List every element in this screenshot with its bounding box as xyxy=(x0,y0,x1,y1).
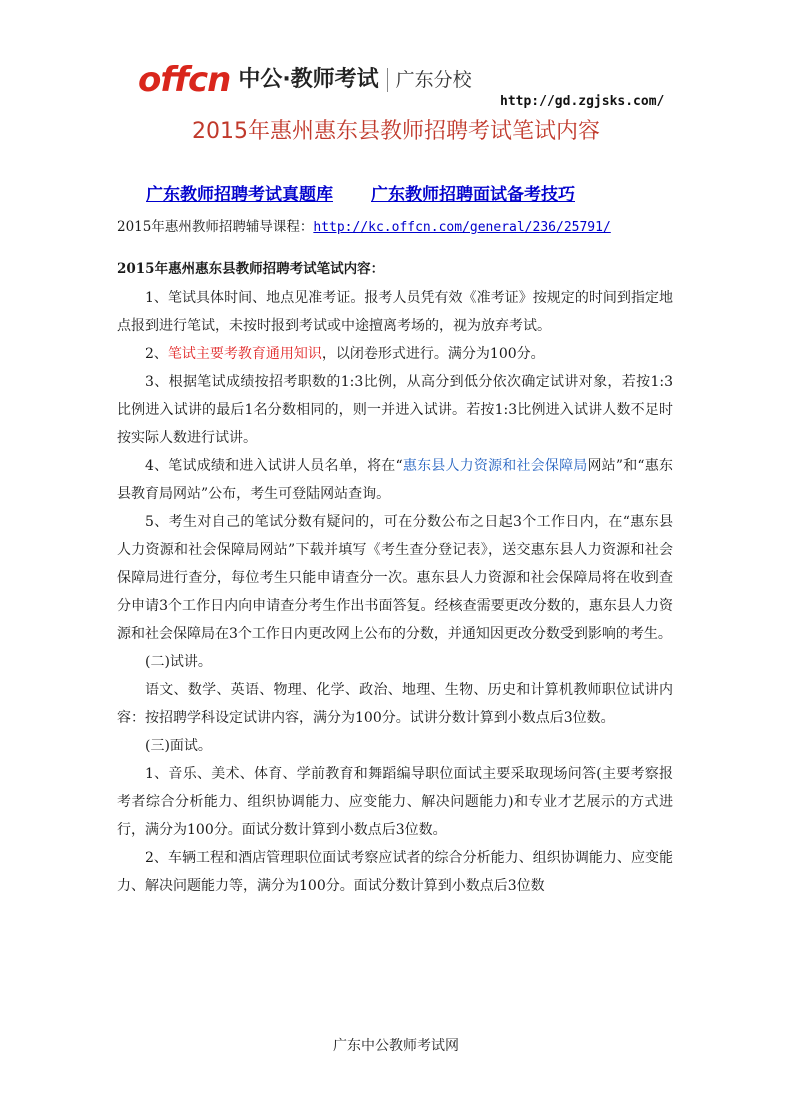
paragraph-4-prefix: 4、笔试成绩和进入试讲人员名单，将在“ xyxy=(145,458,403,474)
paragraph-1: 1、笔试具体时间、地点见准考证。报考人员凭有效《准考证》按规定的时间到指定地点报到进行笔试，未按时报到考试或中途擅离考场的，视为放弃考试。 xyxy=(117,290,673,334)
logo-chinese-name: 中公·教师考试 xyxy=(238,67,379,92)
page-title: 2015年惠州惠东县教师招聘考试笔试内容 xyxy=(192,119,600,144)
exam-bank-link[interactable]: 广东教师招聘考试真题库 xyxy=(146,185,333,205)
course-line xyxy=(117,217,611,238)
page-footer: 广东中公教师考试网 xyxy=(333,1038,459,1054)
paragraph-4 xyxy=(117,452,673,508)
quick-links xyxy=(146,183,706,207)
trial-lecture-heading: (二)试讲。 xyxy=(145,654,212,670)
paragraph-2-prefix: 2、 xyxy=(145,346,168,362)
interview-tips-link[interactable]: 广东教师招聘面试备考技巧 xyxy=(371,185,575,205)
logo-branch-name: 广东分校 xyxy=(395,68,472,91)
paragraph-2-rest: ，以闭卷形式进行。满分为100分。 xyxy=(321,346,545,362)
trial-lecture-body: 语文、数学、英语、物理、化学、政治、地理、生物、历史和计算机教师职位试讲内容：按招聘学科设定试讲内容，满分为100分。试讲分数计算到小数点后3位数。 xyxy=(117,682,673,726)
interview-heading: (三)面试。 xyxy=(145,738,212,754)
interview-paragraph-2: 2、车辆工程和酒店管理职位面试考察应试者的综合分析能力、组织协调能力、应变能力、解决问题能力等，满分为100分。面试分数计算到小数点后3位数 xyxy=(117,850,673,894)
interview-paragraph-1: 1、音乐、美术、体育、学前教育和舞蹈编导职位面试主要采取现场问答(主要考察报考者综合分析能力、组织协调能力、应变能力、解决问题能力)和专业才艺展示的方式进行，满分为100分。面试分数计算到小数点后3位数。 xyxy=(117,766,673,838)
site-url: http://gd.zgjsks.com/ xyxy=(500,94,665,109)
logo-divider xyxy=(387,68,388,92)
section-heading: 2015年惠州惠东县教师招聘考试笔试内容： xyxy=(117,261,385,277)
offcn-logo[interactable] xyxy=(138,58,472,102)
paragraph-5: 5、考生对自己的笔试分数有疑问的，可在分数公布之日起3个工作日内，在“惠东县人力资源和社会保障局网站”下载并填写《考生查分登记表》，送交惠东县人力资源和社会保障局进行查分，每位考生只能申请查分一次。惠东县人力资源和社会保障局将在收到查分申请3个工作日内向申请查分考生作出书面答复。经核查需要更改分数的，惠东县人力资源和社会保障局在3个工作日内更改网上公布的分数，并通知因更改分数受到影响的考生。 xyxy=(117,514,673,642)
header xyxy=(138,58,698,109)
paragraph-2 xyxy=(117,340,673,368)
hr-bureau-link[interactable]: 惠东县人力资源和社会保障局 xyxy=(402,458,588,474)
logo-wordmark: offcn xyxy=(138,60,231,100)
course-label: 2015年惠州教师招聘辅导课程： xyxy=(117,219,314,235)
highlighted-exam-subject: 笔试主要考教育通用知识 xyxy=(167,346,322,362)
course-url-link[interactable]: http://kc.offcn.com/general/236/25791/ xyxy=(313,220,611,235)
article-body xyxy=(117,284,673,900)
paragraph-4-rest: 网站”和“惠东县教育局网站”公布，考生可登陆网站查询。 xyxy=(117,458,673,502)
paragraph-3: 3、根据笔试成绩按招考职数的1:3比例，从高分到低分依次确定试讲对象，若按1:3比例进入试讲的最后1名分数相同的，则一并进入试讲。若按1:3比例进入试讲人数不足时按实际人数进行试讲。 xyxy=(117,374,673,446)
